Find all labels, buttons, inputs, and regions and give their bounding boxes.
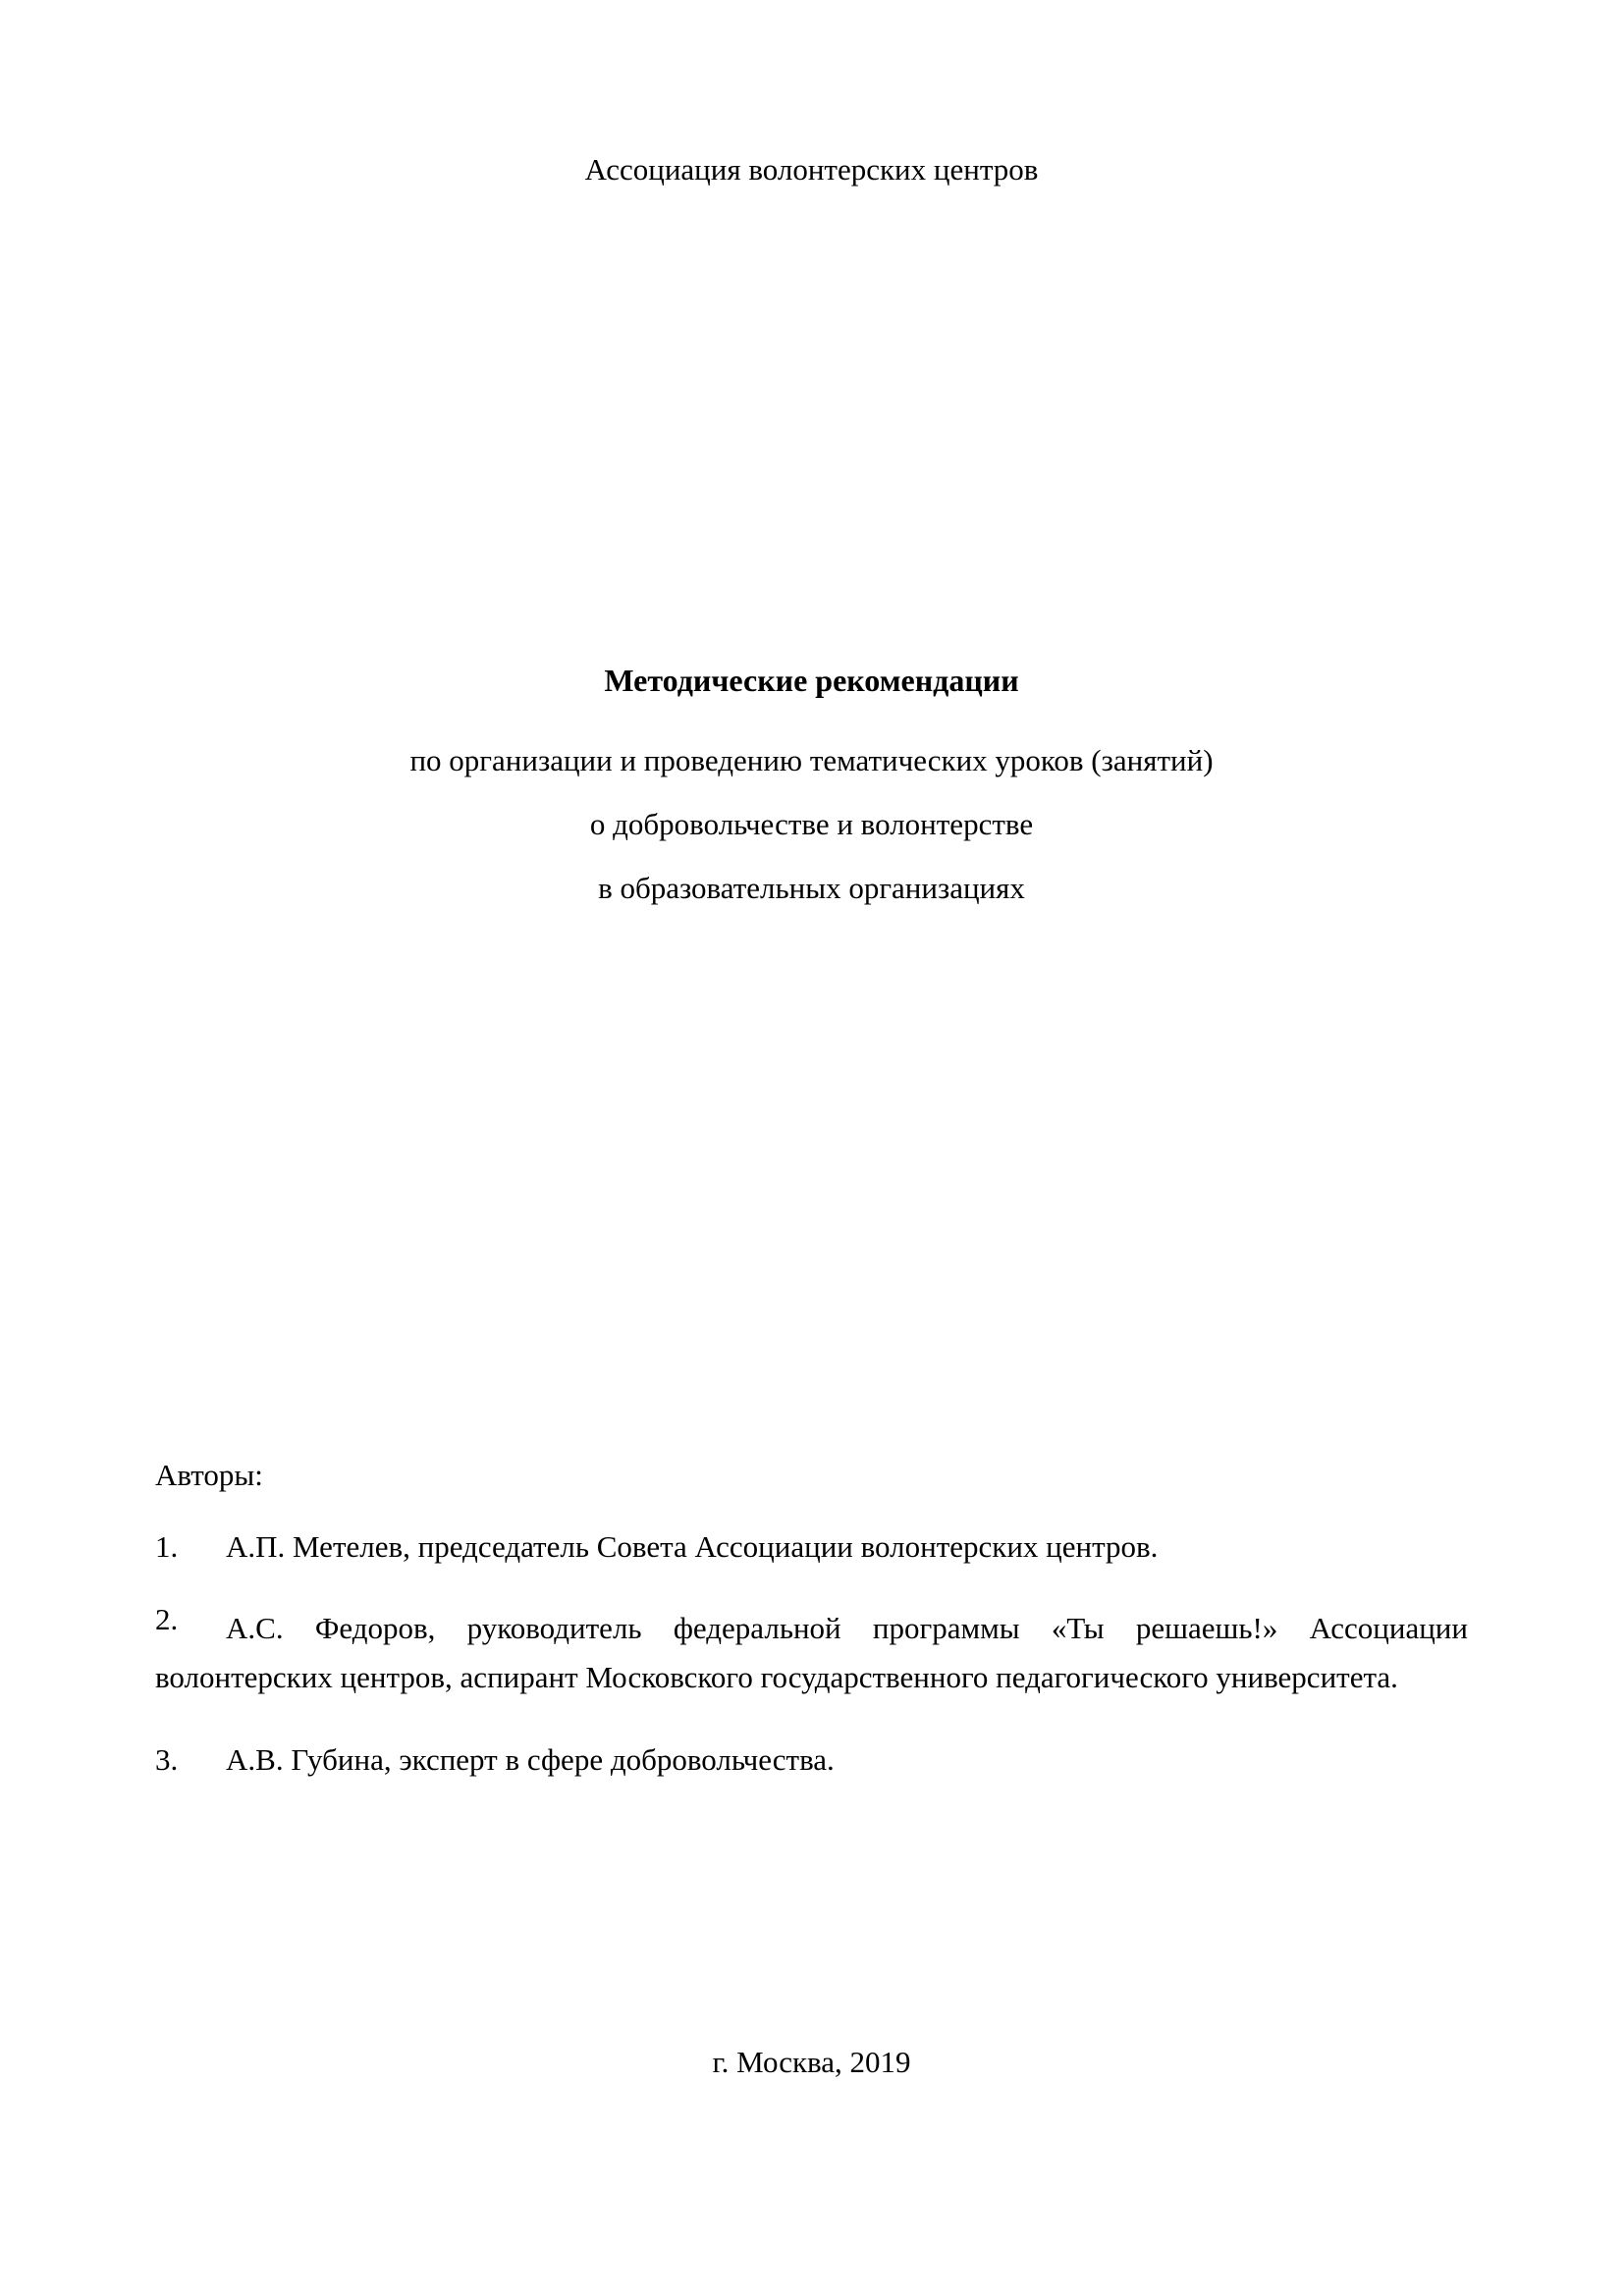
author-list-item bbox=[155, 1604, 1468, 1702]
document-title: Методические рекомендации bbox=[604, 663, 1019, 698]
document-footer-place-year: г. Москва, 2019 bbox=[712, 2045, 911, 2079]
author-list-item bbox=[155, 1735, 1468, 1785]
author-item-number: 2. bbox=[155, 1602, 179, 1637]
document-subtitle-line-2: о добровольчестве и волонтерстве bbox=[589, 807, 1034, 841]
document-subtitle-line-3: в образовательных организациях bbox=[598, 871, 1025, 905]
document-header-organization: Ассоциация волонтерских центров bbox=[584, 152, 1039, 187]
authors-label: Авторы: bbox=[155, 1458, 263, 1492]
document-subtitle-line-1: по организации и проведению тематических уроков (занятий) bbox=[409, 743, 1214, 777]
author-item-number: 3. bbox=[155, 1741, 179, 1777]
author-item-text: А.С. Федоров, руководитель федеральной программы «Ты решаешь!» Ассоциации волонтерских центров, аспирант Московского государственного педагогического университета. bbox=[155, 1611, 1468, 1695]
title-block bbox=[155, 665, 1468, 903]
page-content-column bbox=[155, 0, 1468, 2296]
author-item-text: А.В. Губина, эксперт в сфере добровольчества. bbox=[226, 1741, 835, 1777]
authors-block bbox=[155, 1460, 1468, 1785]
author-item-number: 1. bbox=[155, 1529, 179, 1564]
author-list-item bbox=[155, 1522, 1468, 1572]
author-item-text: А.П. Метелев, председатель Совета Ассоциации волонтерских центров. bbox=[226, 1529, 1159, 1564]
